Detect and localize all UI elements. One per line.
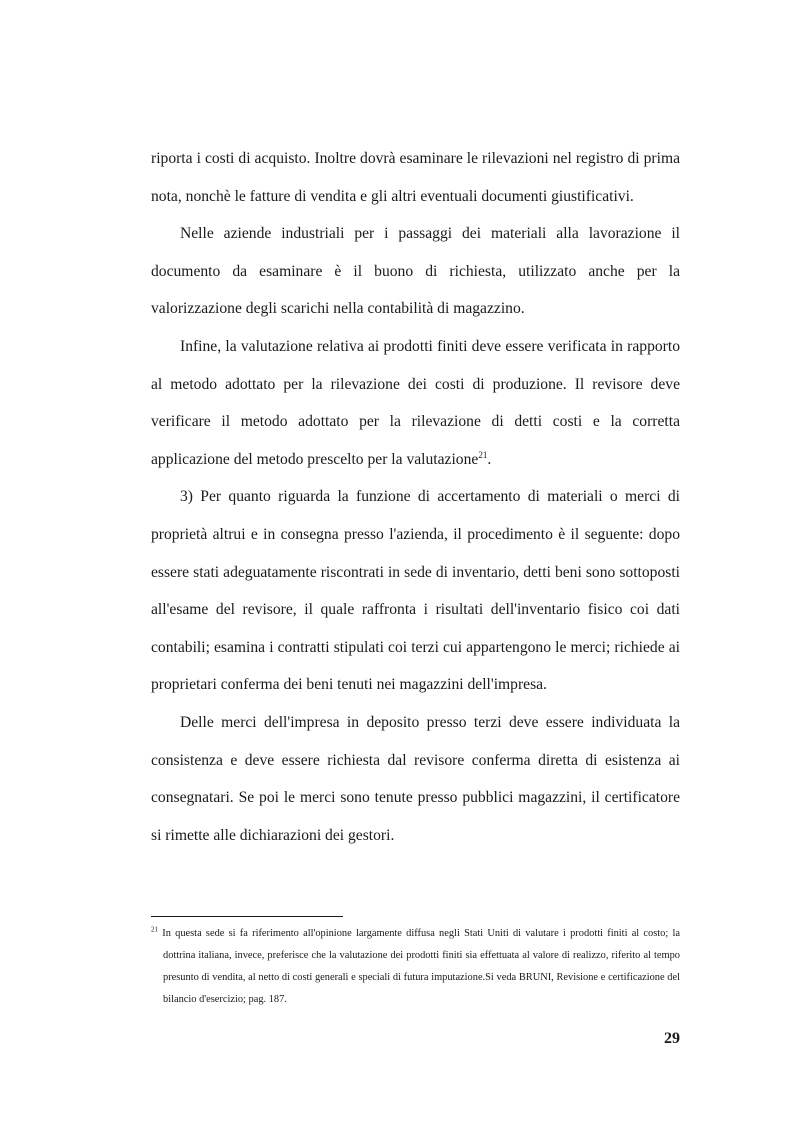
footnote-separator	[151, 916, 343, 917]
footnote-number: 21	[151, 925, 158, 934]
paragraph-5: Delle merci dell'impresa in deposito presso terzi deve essere individuata la consistenza e deve essere richiesta dal revisore conferma diretta di esistenza ai consegnatari. Se poi le merci sono tenute presso pubblici magazzini, il certificatore si rimette alle dichiarazioni dei gestori.	[151, 713, 680, 844]
paragraph-4: 3) Per quanto riguarda la funzione di accertamento di materiali o merci di proprietà altrui e in consegna presso l'azienda, il procedimento è il seguente: dopo essere stati adeguatamente riscontrati in sede di inventario, detti beni sono sottoposti all'esame del revisore, il quale raffronta i risultati dell'inventario fisico coi dati contabili; esamina i contratti stipulati coi terzi cui appartengono le merci; richiede ai proprietari conferma dei beni tenuti nei magazzini dell'impresa.	[151, 488, 680, 694]
paragraph-3-end: .	[487, 450, 492, 468]
body-text	[151, 140, 680, 854]
footnote-reference: 21	[478, 449, 488, 460]
footnote-text: In questa sede si fa riferimento all'opinione largamente diffusa negli Stati Uniti di valutare i prodotti finiti al costo; la dottrina italiana, invece, preferisce che la valutazione dei prodotti finiti sia effettuata al valore di realizzo, riferito al tempo presunto di vendita, al netto di costi generali e speciali di futura imputazione.Si veda BRUNI, Revisione e certificazione del bilancio d'esercizio; pag. 187.	[158, 928, 680, 1005]
footnote	[151, 923, 680, 1011]
paragraph-2: Nelle aziende industriali per i passaggi dei materiali alla lavorazione il documento da esaminare è il buono di richiesta, utilizzato anche per la valorizzazione degli scarichi nella contabilità di magazzino.	[151, 225, 680, 318]
paragraph-3	[151, 328, 680, 478]
paragraph-3-text: Infine, la valutazione relativa ai prodotti finiti deve essere verificata in rapporto al metodo adottato per la rilevazione dei costi di produzione. Il revisore deve verificare il metodo adottato per la rilevazione di detti costi e la corretta applicazione del metodo prescelto per la valutazione	[151, 337, 680, 468]
paragraph-1: riporta i costi di acquisto. Inoltre dovrà esaminare le rilevazioni nel registro di prima nota, nonchè le fatture di vendita e gli altri eventuali documenti giustificativi.	[151, 150, 680, 205]
page-number: 29	[664, 1030, 680, 1047]
